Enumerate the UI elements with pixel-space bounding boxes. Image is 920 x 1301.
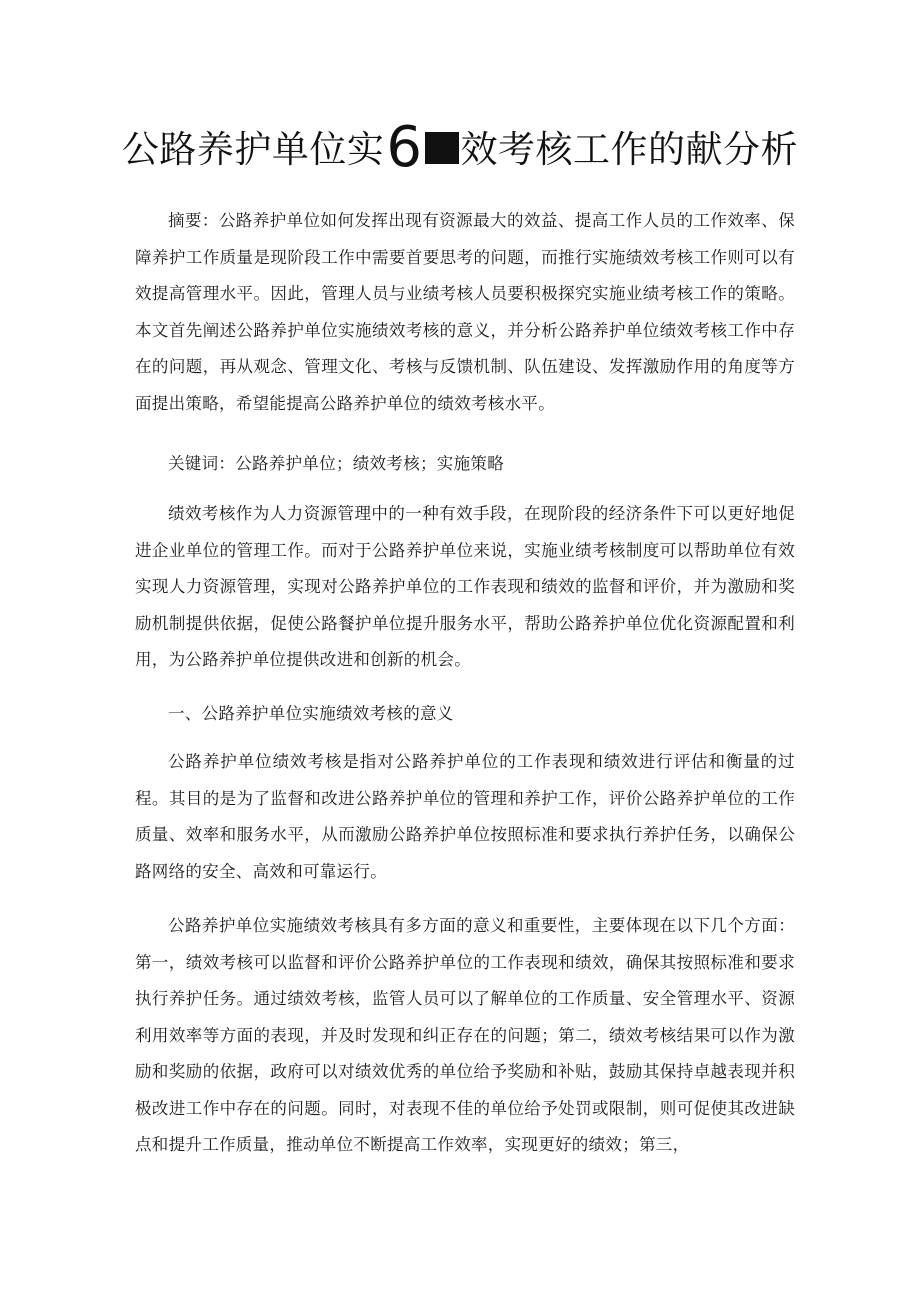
redaction-block [425,132,459,164]
section-1-paragraph-1: 公路养护单位绩效考核是指对公路养护单位的工作表现和绩效进行评估和衡量的过程。其目的是为了监督和改进公路养护单位的管理和养护工作，评价公路养护单位的工作质量、效率和服务水平，从而激励公路养护单位按照标准和要求执行养护任务，以确保公路网络的安全、高效和可靠运行。 [135,752,795,881]
keywords-line: 关键词：公路养护单位；绩效考核；实施策略 [168,454,504,473]
title-digit: 6 [386,115,423,180]
title-part-2: 效考核工作的献分析 [460,128,799,171]
title-part-1: 公路养护单位实 [121,128,385,171]
document-title [0,115,920,180]
section-1-paragraph-2: 公路养护单位实施绩效考核具有多方面的意义和重要性，主要体现在以下几个方面：第一，绩效考核可以监督和评价公路养护单位的工作表现和绩效，确保其按照标准和要求执行养护任务。通过绩效考核，监管人员可以了解单位的工作质量、安全管理水平、资源利用效率等方面的表现，并及时发现和纠正存在的问题；第二，绩效考核结果可以作为激励和奖励的依据，政府可以对绩效优秀的单位给予奖励和补贴，鼓励其保持卓越表现并积极改进工作中存在的问题。同时，对表现不佳的单位给予处罚或限制，则可促使其改进缺点和提升工作质量，推动单位不断提高工作效率，实现更好的绩效；第三， [135,916,795,1154]
abstract-paragraph: 摘要：公路养护单位如何发挥出现有资源最大的效益、提高工作人员的工作效率、保障养护工作质量是现阶段工作中需要首要思考的问题，而推行实施绩效考核工作则可以有效提高管理水平。因此，管理人员与业绩考核人员要积极探究实施业绩考核工作的策略。本文首先阐述公路养护单位实施绩效考核的意义，并分析公路养护单位绩效考核工作中存在的问题，再从观念、管理文化、考核与反馈机制、队伍建设、发挥激励作用的角度等方面提出策略，希望能提高公路养护单位的绩效考核水平。 [135,211,795,413]
section-1-heading: 一、公路养护单位实施绩效考核的意义 [168,704,454,723]
intro-paragraph: 绩效考核作为人力资源管理中的一种有效手段，在现阶段的经济条件下可以更好地促进企业单位的管理工作。而对于公路养护单位来说，实施业绩考核制度可以帮助单位有效实现人力资源管理，实现对公路养护单位的工作表现和绩效的监督和评价，并为激励和奖励机制提供依据，促使公路餐护单位提升服务水平，帮助公路养护单位优化资源配置和利用，为公路养护单位提供改进和创新的机会。 [135,504,795,669]
